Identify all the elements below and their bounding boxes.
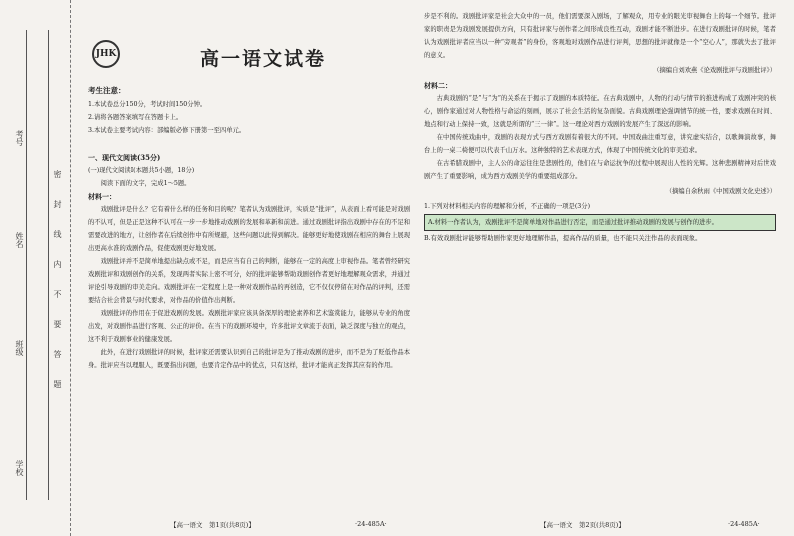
instruction: 阅读下面的文字，完成1～5题。	[100, 180, 191, 187]
seal-char: 不	[53, 290, 62, 298]
notes-heading: 考生注意：	[88, 86, 126, 95]
material-label: 材料二：	[424, 81, 452, 90]
seal-char: 内	[53, 260, 62, 268]
answer-option-b[interactable]: B.有效戏剧批评能够帮助剧作家更好地理解作品，提高作品的质量，也不能只关注作品的表面现象。	[424, 235, 702, 242]
publisher-logo: JHK	[92, 40, 120, 68]
xuexiao-label: 学校	[15, 460, 24, 476]
seal-char: 要	[53, 320, 62, 328]
left-page-code: ·24-485A·	[355, 520, 387, 528]
source-citation: （摘编自刘欢燕《论戏剧批评与戏剧批评》）	[653, 67, 776, 74]
binding-margin	[0, 0, 71, 536]
left-column	[88, 84, 410, 372]
right-column	[424, 10, 776, 245]
right-page-footer: 【高一语文 第2页(共8页)】	[540, 521, 625, 529]
paragraph: 在古希腊戏剧中，主人公的命运往往是悲剧性的，他们在与命运抗争的过程中展现出人性的光辉。这种悲剧精神对后世戏剧产生了重要影响，成为西方戏剧美学的重要组成部分。	[424, 160, 776, 180]
binding-line	[48, 30, 49, 500]
note-item: 3.本试卷主要考试内容：部编版必修下册第一至四单元。	[88, 127, 246, 134]
answer-option-a[interactable]: A.材料一作者认为，戏剧批评不是简单地对作品进行否定，而是通过批评推动戏剧的发展与创作的进步。	[424, 214, 776, 231]
subsection-heading: (一)现代文阅读Ⅰ(本题共5小题，18分)	[88, 167, 195, 174]
paragraph: 戏剧批评的作用在于促进戏剧的发展。戏剧批评家应该具备深厚的理论素养和艺术鉴赏能力，能够从专业的角度出发，对戏剧作品进行客观、公正的评价。在当下的戏剧环境中，许多批评文章流于表面，缺乏深度与独立的观点，这不利于戏剧事业的健康发展。	[88, 310, 410, 343]
seal-char: 封	[53, 200, 62, 208]
seal-char: 答	[53, 350, 62, 358]
right-page-code: ·24-485A·	[728, 520, 760, 528]
seal-char: 线	[53, 230, 62, 238]
binding-line	[26, 30, 27, 500]
seal-char: 密	[53, 170, 62, 178]
left-page-footer: 【高一语文 第1页(共8页)】	[170, 521, 255, 529]
xingming-label: 姓名	[15, 232, 24, 248]
note-item: 2.请将各题答案填写在答题卡上。	[88, 114, 183, 121]
source-citation: （摘编自余秋雨《中国戏剧文化史述》）	[665, 188, 776, 195]
paragraph: 戏剧批评是什么？它有着什么样的任务和目的呢？笔者认为戏剧批评，实质是“批评”，从表面上看可能是对戏剧的不认可，但是正是这种不认可在一步一步地推动戏剧的发展和革新和前进。通过戏剧批评指出戏剧中存在的不足和需要改进的地方，让创作者在后续创作中有所规避，这些问题以此得到解决。能够更好地使戏剧在相应的舞台上展现出更高水准的戏剧作品，促使戏剧更好地发展。	[88, 206, 410, 252]
kaohao-label: 考号	[15, 130, 24, 146]
section-heading: 一、现代文阅读(35分)	[88, 153, 161, 162]
paragraph: 古典戏剧的“是”与“为”的关系在于揭示了戏剧的本质特征。在古典戏剧中，人物的行动与情节的推进构成了戏剧冲突的核心，剧作家通过对人物性格与命运的刻画，展示了社会生活的复杂面貌。古典戏剧理论强调情节的统一性，要求戏剧在时间、地点和行动上保持一致，这就是所谓的“三一律”。这一理论对西方戏剧的发展产生了深远的影响。	[424, 95, 776, 128]
paragraph: 在中国传统戏曲中，戏剧的表现方式与西方戏剧有着很大的不同。中国戏曲注重写意，讲究虚实结合，以歌舞演故事，舞台上的一桌二椅便可以代表千山万水。这种独特的艺术表现方式，体现了中国传统文化的审美追求。	[424, 134, 776, 154]
exam-title: 高一语文试卷	[200, 48, 327, 70]
paragraph: 此外，在进行戏剧批评的时候，批评家还需要认识到自己的批评是为了推动戏剧的进步，而不是为了贬低作品本身。批评应当以理服人，既要指出问题，也要肯定作品中的优点，只有这样，批评才能真正发挥其应有的作用。	[88, 349, 410, 369]
paragraph: 戏剧批评并不是简单地提出缺点或不足，而是应当有自己的判断，能够在一定的高度上审视作品。笔者曾经研究戏剧批评和戏剧创作的关系，发现两者实际上密不可分，好的批评能够帮助戏剧创作者更好地理解观众需求，并通过评论引导戏剧的审美走向。戏剧批评在一定程度上是一种对戏剧作品的再创造，它不仅仅停留在对作品的评判，还需要结合社会背景与时代要求，对作品的价值作出判断。	[88, 258, 410, 304]
banji-label: 班级	[15, 340, 24, 356]
paragraph: 步是不利的。戏剧批评家是社会大众中的一员，他们需要深入剧场，了解观众，用专业的眼光审视舞台上的每一个细节。批评家的职责是为戏剧发展提供方向，只有批评家与创作者之间形成良性互动，戏剧才能不断进步。在进行戏剧批评的时候，笔者认为戏剧批评者应当以一种“旁观者”的身份，客观地对戏剧作品进行评判，思想的批评就像是一个“空心人”，那就失去了批评的意义。	[424, 13, 776, 59]
question-stem: 1.下列对材料相关内容的理解和分析，不正确的一项是(3分)	[424, 203, 591, 210]
note-item: 1.本试卷总分150分，考试时间150分钟。	[88, 101, 207, 108]
seal-char: 题	[53, 380, 62, 388]
material-label: 材料一：	[88, 192, 116, 201]
